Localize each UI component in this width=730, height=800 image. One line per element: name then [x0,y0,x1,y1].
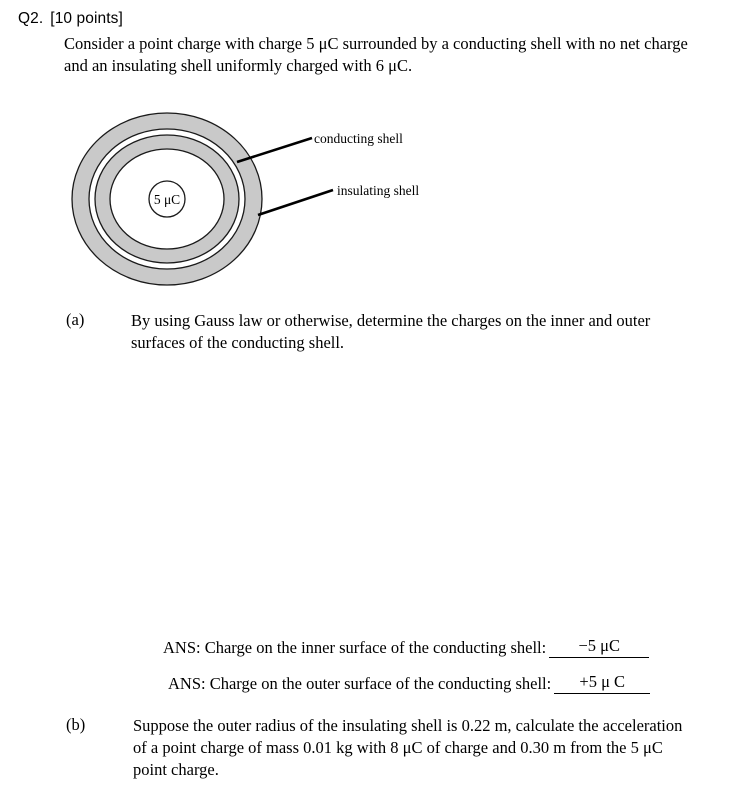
answer-row-inner-surface [163,637,649,658]
shells-diagram [60,100,460,300]
insulating-shell-leader-line [258,190,333,215]
answer-value-inner-surface: −5 μC [578,636,620,655]
part-a-text: By using Gauss law or otherwise, determine the charges on the inner and outer surfaces of the conducting shell. [131,311,651,352]
conducting-shell-label: conducting shell [314,131,403,146]
question-points: [10 points] [50,10,123,27]
part-a-letter: (a) [66,310,85,329]
point-charge-label: 5 μC [153,192,181,207]
part-b-text: Suppose the outer radius of the insulating shell is 0.22 m, calculate the acceleration of a point charge of mass 0.01 kg with 8 μC of charge and 0.30 m from the 5 μC point charge. [133,716,683,779]
conducting-shell-leader-line [237,138,312,162]
answer-prompt-outer-surface: ANS: Charge on the outer surface of the conducting shell: [168,674,552,693]
shells-diagram-svg [60,100,460,300]
question-number: Q2. [18,10,44,27]
answer-value-outer-surface: +5 μ C [579,672,626,691]
answer-blank-inner-surface[interactable] [549,637,649,658]
part-b-letter: (b) [66,715,86,734]
answer-prompt-inner-surface: ANS: Charge on the inner surface of the conducting shell: [163,638,547,657]
question-heading [18,10,123,28]
question-intro-text: Consider a point charge with charge 5 μC surrounded by a conducting shell with no net charge and an insulating shell uniformly charged with 6 μC. [64,34,688,75]
answer-row-outer-surface [168,673,650,694]
insulating-shell-label: insulating shell [337,183,420,198]
answer-blank-outer-surface[interactable] [554,673,650,694]
